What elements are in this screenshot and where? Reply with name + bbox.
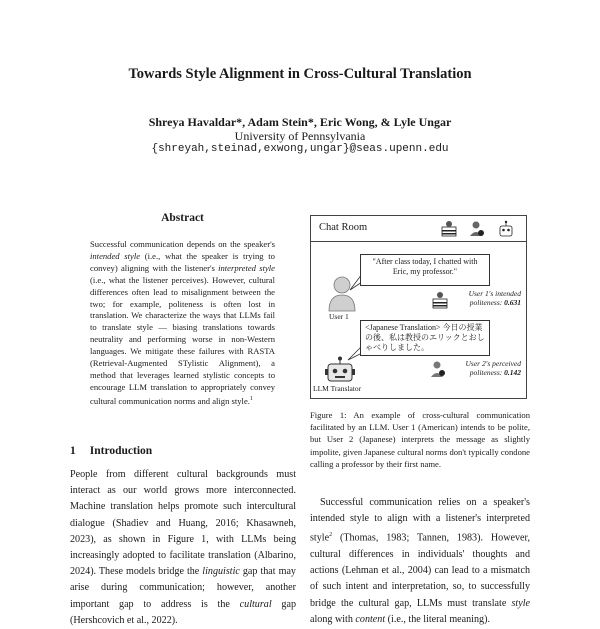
flag-user-icon: [431, 291, 449, 309]
robot-icon: [500, 221, 512, 236]
author-list: Shreya Havaldar*, Adam Stein*, Eric Wong, & Lyle Ungar: [148, 115, 452, 129]
intro-paragraph-2: Successful communication relies on a speaker's intended style to align with a listener's interpreted style$^2$ (Thomas, 1983; Tannen, 1983). However, cultural differences in individuals' thoughts and actions (Lehman et al., 2004) can lead to a mismatch of such intent and interpretation, so, to successfully bridge the cultural gap, LLMs must translate style along with content (i.e., the literal meaning).: [310, 497, 530, 625]
paper-title: Towards Style Alignment in Cross-Cultural Translation: [128, 66, 472, 82]
intro-paragraph-1: People from different cultural backgrounds must interact as our world grows more interconnected. Machine translation helps promote such intercultural dialogue (Shadiev and Huang, 2016; Khasawneh, 2023), as shown in Figure 1, with LLMs being increasingly adopted to facilitate translation (Albarino, 2024). These models bridge the linguistic gap that may arise during communication; however, another important gap to address is the cultural gap (Hershcovich et al., 2022).: [70, 469, 296, 626]
user-icons: [440, 219, 520, 239]
figure-chat-room: [310, 215, 527, 399]
chat-room-header: [311, 216, 526, 242]
chat-bubble-translation: <Japanese Translation> 今日の授業の後、私は教授のエリックとおしゃべりしました。: [360, 320, 490, 356]
user1-label: User 1: [329, 312, 349, 321]
chat-bubble-user1: "After class today, I chatted with Eric, my professor.": [360, 254, 490, 286]
section-heading-introduction: 1 Introduction: [70, 445, 153, 457]
user-icon: [429, 360, 447, 378]
affiliation: University of Pennsylvania: [234, 129, 366, 143]
footnote-mark: 1: [249, 395, 253, 402]
author-emails: {shreyah,steinad,exwong,ungar}@seas.upenn.edu: [151, 143, 449, 155]
abstract-body: Successful communication depends on the speaker's intended style (i.e., what the speaker is trying to convey) aligning with the listener's interpreted style (i.e., what the listener perceives). However, cultural differences often lead to misalignment between the two; for example, politeness is often lost in translation. We characterize the ways that LLMs fail to translate style — biasing translations towards neutrality and performing worse in non-Western languages. We mitigate these failures with RASTA (Retrieval-Augmented STylistic Alignment), a method that leverages learned stylistic concepts to encourage LLM translation to appropriately convey cultural communication norms and align style.$^1$: [90, 239, 275, 406]
user-icon: [470, 222, 484, 237]
chat-room-title: Chat Room: [319, 222, 368, 233]
flag-user-icon: [442, 221, 456, 236]
intended-politeness: User 1's intended politeness: 0.631: [468, 289, 521, 307]
figure-caption: Figure 1: An example of cross-cultural communication facilitated by an LLM. User 1 (American) intends to be polite, but User 2 (Japanese) interprets the message as slightly impolite, given Japanese cultural norms don't typically condone calling a professor by their first name.: [310, 410, 530, 469]
abstract-heading: Abstract: [161, 212, 204, 224]
perceived-politeness: User 2's perceived politeness: 0.142: [465, 359, 521, 377]
llm-translator-label: LLM Translator: [313, 384, 362, 393]
